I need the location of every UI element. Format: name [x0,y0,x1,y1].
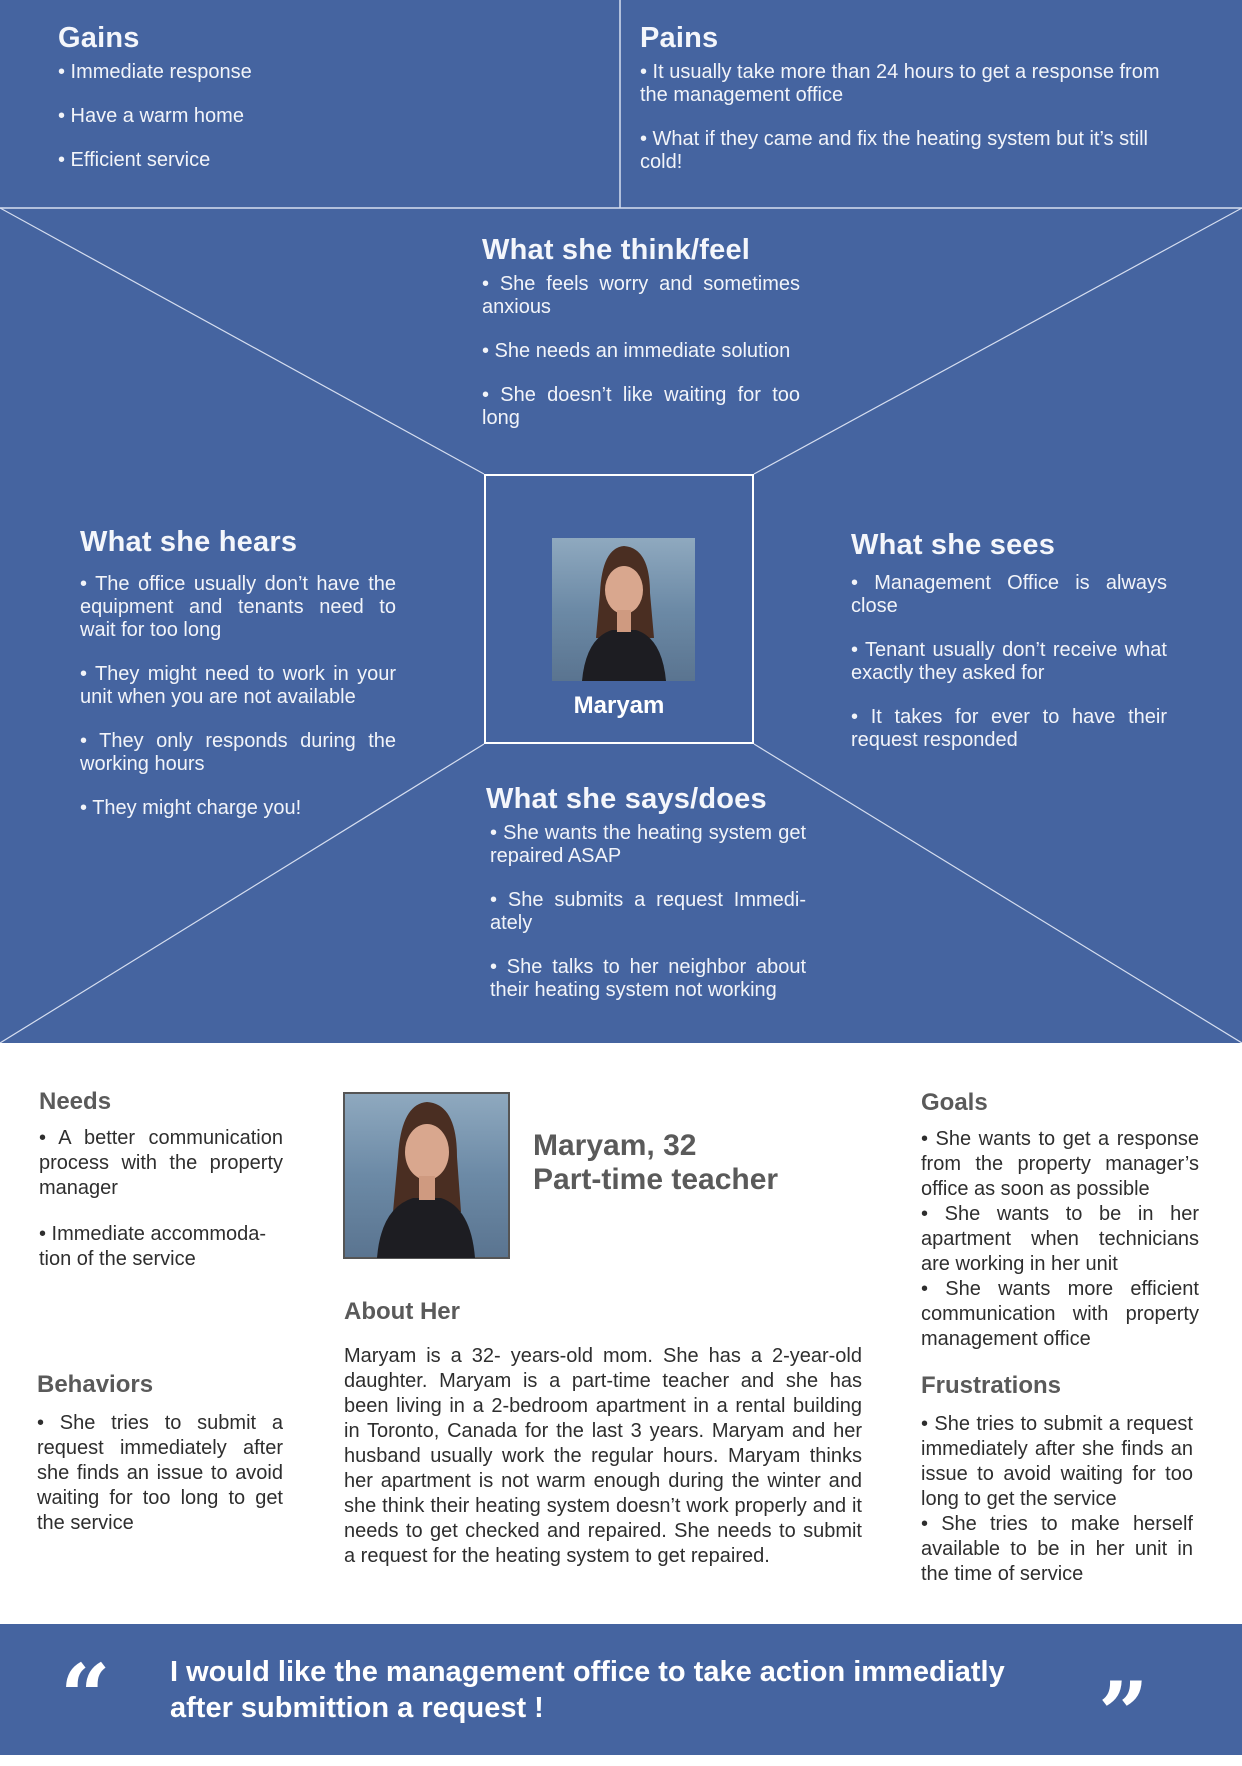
goals-item: • She wants to get a response from the property manager’s office as soon as possible [921,1128,1199,1200]
about-title: About Her [344,1298,460,1325]
quote-banner [0,1624,1242,1766]
sees-item: • Management Office is always close [851,572,1167,617]
says-does-item: • She submits a request Immedi-ately [490,889,806,934]
goals-title: Goals [921,1089,988,1116]
think-feel-section [482,234,800,451]
hears-title: What she hears [80,526,298,558]
persona-center-box [484,474,754,744]
pains-section [640,22,1185,195]
frustrations-section [921,1372,1193,1587]
gains-title: Gains [58,22,140,54]
persona-photo [343,1092,510,1259]
needs-item: • Immediate accommoda-tion of the service [39,1223,267,1270]
hears-section [80,526,396,841]
pains-title: Pains [640,22,719,54]
persona-section [0,1043,1242,1623]
sees-title: What she sees [851,529,1056,561]
needs-section [39,1088,283,1272]
pains-item: • It usually take more than 24 hours to get a response from the management office [640,61,1160,106]
says-does-item: • She wants the heating system get repaired ASAP [490,822,806,867]
frustrations-item: • She tries to submit a request immediately after she finds an issue to avoid waiting for too long to get the service [921,1413,1193,1510]
behaviors-text: • She tries to submit a request immediately after she finds an issue to avoid waiting for too long to get the service [37,1412,283,1534]
gains-item: • Efficient service [58,149,211,171]
needs-title: Needs [39,1088,112,1115]
hears-item: • They might charge you! [80,797,302,819]
goals-section [921,1089,1199,1352]
gains-section [58,22,528,193]
frustrations-title: Frustrations [921,1372,1062,1399]
says-does-title: What she says/does [486,783,767,815]
think-feel-item: • She doesn’t like waiting for too long [482,384,800,429]
says-does-section [486,783,806,1023]
hears-item: • They might need to work in your unit when you are not available [80,663,396,708]
sees-section [851,529,1167,773]
goals-item: • She wants more efficient communication with property management office [921,1278,1199,1350]
persona-occupation: Part-time teacher [533,1163,779,1196]
says-does-item: • She talks to her neighbor about their heating system not working [490,956,806,1001]
behaviors-section [37,1371,283,1536]
needs-item: • A better communication process with the property manager [39,1127,283,1199]
sees-item: • It takes for ever to have their request responded [851,706,1167,751]
close-quote-icon: ” [1098,1662,1149,1766]
think-feel-title: What she think/feel [482,234,751,266]
about-section [344,1298,862,1569]
open-quote-icon: “ [60,1644,111,1748]
quote-text: I would like the management office to take action immediatly after submittion a request ! [170,1656,1005,1724]
sees-item: • Tenant usually don’t receive what exactly they asked for [851,639,1167,684]
about-text: Maryam is a 32- years-old mom. She has a 2-year-old daughter. Maryam is a part-time teacher and she has been living in a 2-bedroom apartment in a rental building in Toronto, Canada for the last 3 years. Maryam and her husband usually work the regular hours. Maryam thinks her apartment is not warm enough during the winter and she think their heating system doesn’t work properly and it needs to get checked and repaired. She needs to submit a request for the heating system to get repaired. [344,1345,862,1567]
think-feel-item: • She needs an immediate solution [482,340,791,362]
think-feel-item: • She feels worry and sometimes anxious [482,273,800,318]
gains-item: • Immediate response [58,61,252,83]
behaviors-title: Behaviors [37,1371,154,1398]
hears-item: • They only responds during the working hours [80,730,396,775]
persona-heading [533,1129,833,1197]
persona-center-name: Maryam [573,692,665,719]
gains-item: • Have a warm home [58,105,244,127]
pains-item: • What if they came and fix the heating system but it’s still cold! [640,128,1148,173]
frustrations-item: • She tries to make herself available to be in her unit in the time of service [921,1513,1193,1585]
persona-name-age: Maryam, 32 [533,1129,697,1162]
persona-photo-small [552,538,695,681]
goals-item: • She wants to be in her apartment when technicians are working in her unit [921,1203,1199,1275]
hears-item: • The office usually don’t have the equipment and tenants need to wait for too long [80,573,396,641]
